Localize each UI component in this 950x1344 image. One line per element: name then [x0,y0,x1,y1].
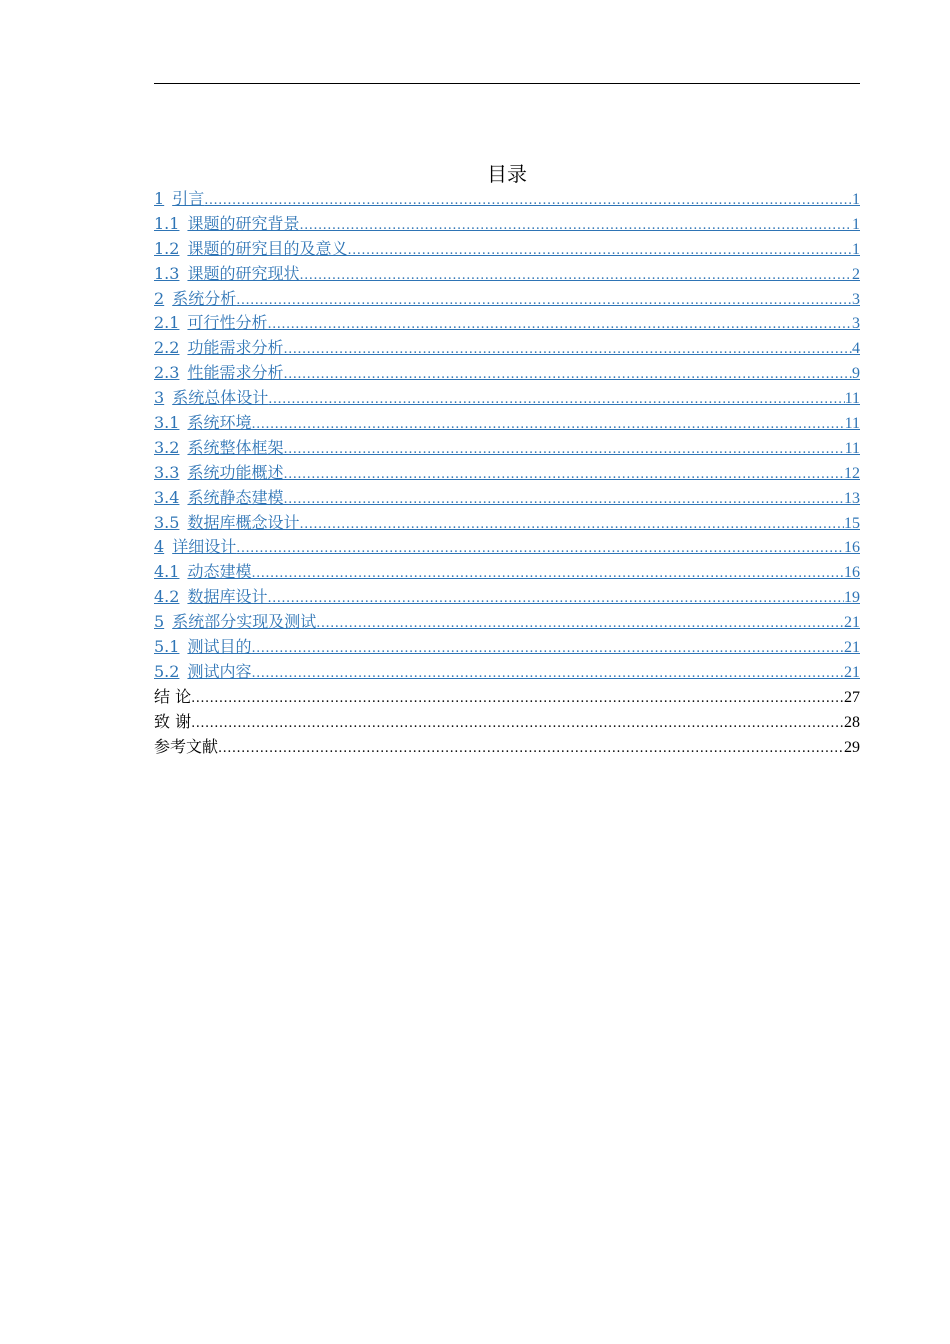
toc-entry[interactable] [154,635,860,660]
toc-entry-label [154,560,251,585]
toc-entry[interactable] [154,436,860,461]
toc-page-number: 21 [844,663,860,681]
toc-dot-leader [267,313,852,336]
toc-entry[interactable] [154,287,860,312]
toc-entry[interactable] [154,262,860,287]
toc-entry-label [154,635,251,660]
toc-entry-text: 引言 [172,189,205,208]
toc-entry-number: 4 [154,537,165,557]
toc-entry-text: 测试内容 [187,661,252,681]
toc-entry-text: 数据库概念设计 [187,512,300,532]
toc-entry[interactable] [154,386,860,411]
toc-page-number: 1 [852,215,860,233]
toc-entry-text: 系统总体设计 [172,388,269,408]
toc-dot-leader [251,562,844,585]
toc-entry-text: 系统部分实现及测试 [172,612,317,632]
toc-entry-label [154,187,204,212]
toc-entry-text: 系统环境 [187,413,252,433]
toc-entry-number: 1.3 [154,263,180,283]
toc-entry-text: 参考文献 [154,736,219,756]
toc-entry[interactable] [154,311,860,336]
toc-dot-leader [283,363,852,386]
toc-entry-label [154,610,316,635]
toc-page-number: 1 [852,191,860,208]
toc-entry-number: 3.1 [154,413,180,433]
toc-entry-text: 详细设计 [172,537,237,557]
toc-dot-leader [236,289,852,312]
toc-dot-leader [251,413,844,436]
toc-page-number: 21 [844,639,860,657]
toc-page-number: 1 [852,240,860,258]
toc-entry-number: 2 [154,288,165,308]
toc-entry-number: 4.2 [154,587,180,607]
toc-entry-text: 致 谢 [154,711,192,731]
toc-dot-leader [347,239,852,262]
toc-page-number: 29 [844,738,860,756]
toc-dot-leader [283,463,844,486]
toc-entry [154,685,860,710]
toc-entry-text: 功能需求分析 [187,338,284,358]
toc-entry-number: 2.1 [154,313,180,333]
toc-entry[interactable] [154,237,860,262]
toc-entry-label [154,735,218,760]
toc-page-number: 9 [852,365,860,383]
toc-dot-leader [299,513,844,536]
toc-entry-number: 3.2 [154,437,180,457]
toc-dot-leader [204,189,852,212]
toc-entry-text: 可行性分析 [187,313,268,333]
toc-entry[interactable] [154,486,860,511]
toc-entry-label [154,237,347,262]
toc-entry-text: 课题的研究背景 [187,213,300,233]
toc-entry-number: 5.2 [154,661,180,681]
toc-entry-label [154,411,251,436]
toc-page-number: 4 [852,340,860,358]
toc-entry-label [154,336,283,361]
toc-entry-label [154,535,236,560]
toc-entry[interactable] [154,187,860,212]
toc-entry-number: 1 [154,189,165,208]
toc-entry-label [154,287,236,312]
toc-entry-text: 数据库设计 [187,587,268,607]
toc-dot-leader [191,712,844,735]
toc-dot-leader [236,537,844,560]
toc-entry-number: 1.1 [154,213,180,233]
toc-entry-label [154,685,191,710]
toc-entry[interactable] [154,535,860,560]
toc-entry-text: 系统静态建模 [187,487,284,507]
toc-entry-label [154,511,299,536]
toc-dot-leader [283,488,844,511]
toc-entry[interactable] [154,585,860,610]
toc-dot-leader [283,338,852,361]
toc-entry-number: 1.2 [154,238,180,258]
toc-dot-leader [191,687,844,710]
toc-entry[interactable] [154,660,860,685]
toc-entry [154,710,860,735]
toc-entry[interactable] [154,461,860,486]
toc-page-number: 28 [844,713,860,731]
toc-dot-leader [268,388,844,411]
toc-entry-number: 2.2 [154,338,180,358]
toc-entry[interactable] [154,560,860,585]
toc-entry-number: 5.1 [154,637,180,657]
toc-page-number: 3 [852,290,860,308]
toc-entry-label [154,710,191,735]
toc-page-number: 11 [844,390,860,408]
toc-page-number: 27 [844,688,860,706]
toc-entry-number: 3.5 [154,512,180,532]
toc-entry-text: 系统整体框架 [187,437,284,457]
toc-entry[interactable] [154,212,860,237]
toc-entry-label [154,461,283,486]
toc-entry-text: 系统分析 [172,288,237,308]
toc-dot-leader [299,214,852,237]
toc-title: 目录 [487,162,527,186]
toc-entry-label [154,311,267,336]
toc-entry-text: 课题的研究现状 [187,263,300,283]
toc-dot-leader [299,264,852,287]
table-of-contents [154,187,860,759]
toc-entry-number: 4.1 [154,562,180,582]
toc-entry-label [154,262,299,287]
toc-entry-text: 课题的研究目的及意义 [187,238,348,258]
toc-page-number: 21 [844,614,860,632]
toc-entry-text: 结 论 [154,686,192,706]
toc-page-number: 16 [844,539,860,557]
toc-page-number: 16 [844,564,860,582]
toc-entry-number: 5 [154,612,165,632]
toc-dot-leader [218,737,844,760]
toc-entry-number: 3.3 [154,462,180,482]
toc-entry[interactable] [154,361,860,386]
toc-entry[interactable] [154,336,860,361]
toc-entry-text: 性能需求分析 [187,363,284,383]
toc-entry-text: 动态建模 [187,562,252,582]
toc-entry-label [154,361,283,386]
toc-entry-number: 3 [154,388,165,408]
toc-entry[interactable] [154,511,860,536]
toc-entry-number: 3.4 [154,487,180,507]
toc-entry-label [154,486,283,511]
toc-page-number: 3 [852,315,860,333]
toc-entry-label [154,585,267,610]
toc-dot-leader [251,662,844,685]
toc-entry-text: 测试目的 [187,637,252,657]
toc-page-number: 11 [844,415,860,433]
toc-entry[interactable] [154,610,860,635]
header-rule [154,83,860,84]
toc-page-number: 13 [844,489,860,507]
toc-entry[interactable] [154,411,860,436]
toc-dot-leader [283,438,844,461]
toc-entry-label [154,386,268,411]
toc-page-number: 19 [844,589,860,607]
toc-page-number: 11 [844,439,860,457]
toc-page-number: 2 [852,265,860,283]
toc-dot-leader [251,637,844,660]
toc-entry-text: 系统功能概述 [187,462,284,482]
toc-entry-number: 2.3 [154,363,180,383]
toc-page-number: 15 [844,514,860,532]
toc-entry-label [154,212,299,237]
toc-dot-leader [316,612,844,635]
toc-entry [154,735,860,760]
toc-dot-leader [267,587,844,610]
toc-entry-label [154,436,283,461]
toc-page-number: 12 [844,464,860,482]
toc-entry-label [154,660,251,685]
